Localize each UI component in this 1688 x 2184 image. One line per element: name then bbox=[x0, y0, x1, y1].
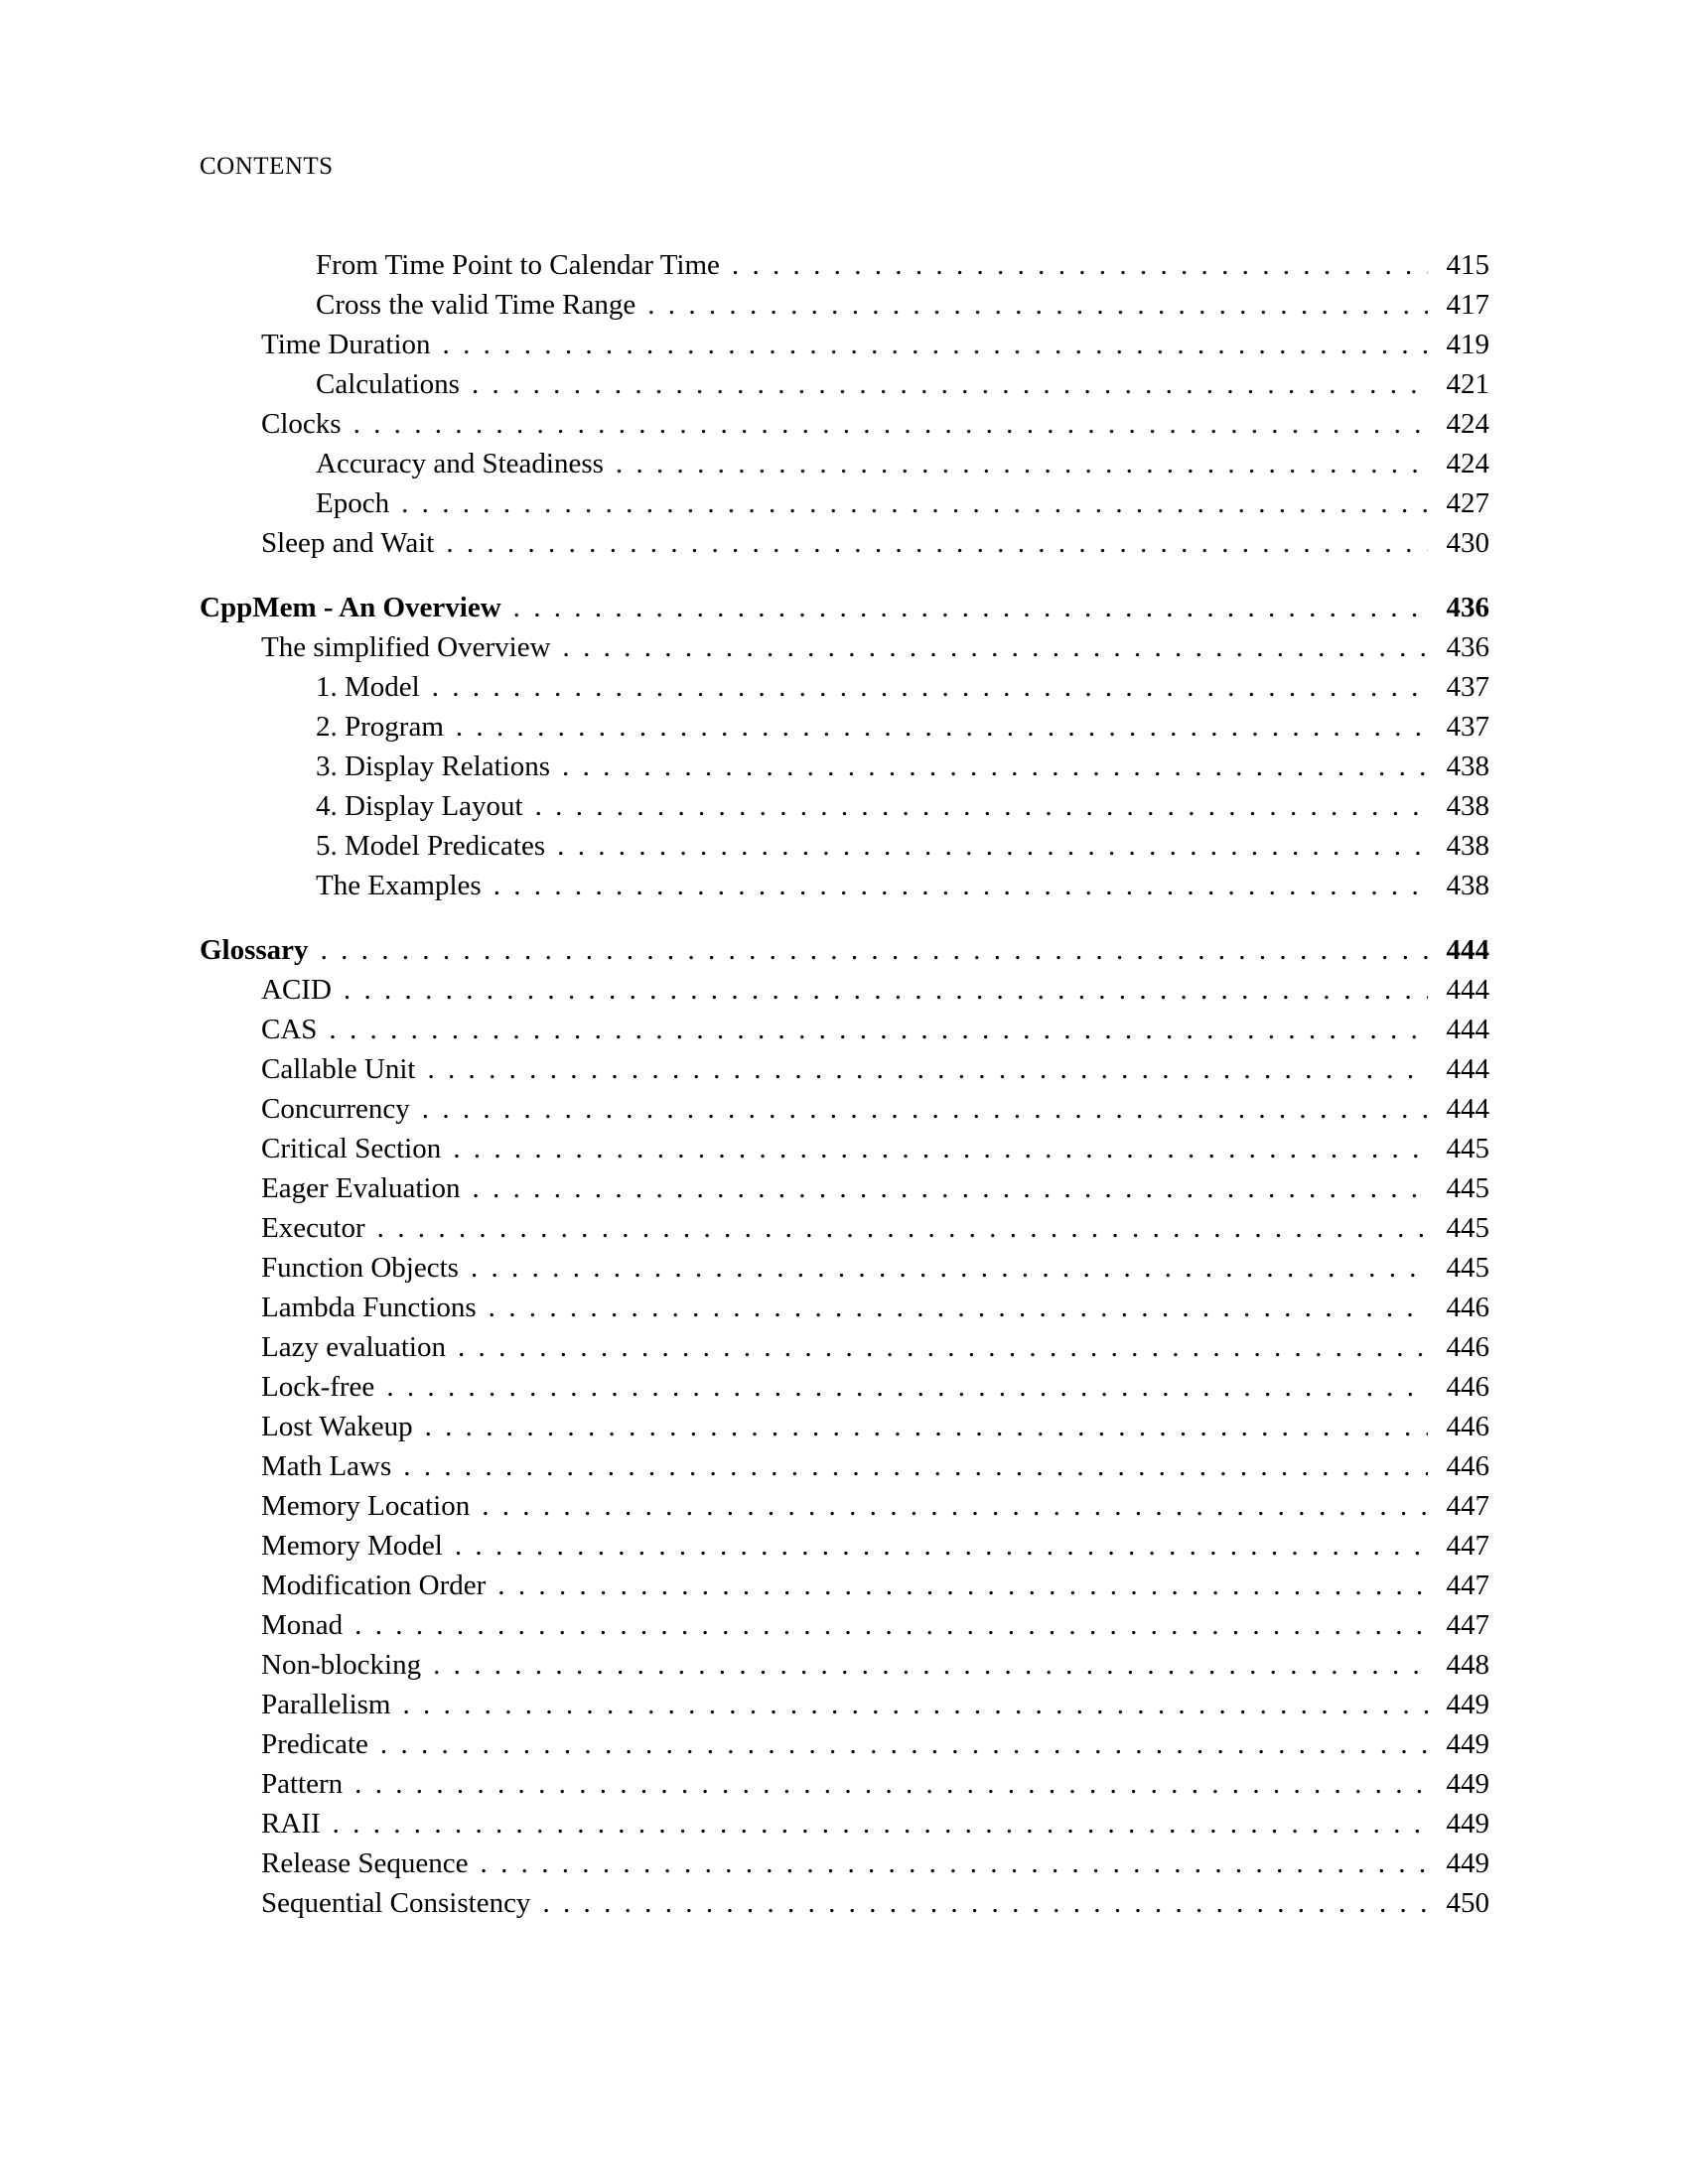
toc-entry-label: Lambda Functions bbox=[261, 1292, 477, 1323]
toc-entry-page: 417 bbox=[1446, 289, 1489, 321]
toc-entry-page: 438 bbox=[1446, 751, 1489, 782]
dot-leader bbox=[443, 325, 1428, 364]
toc-entry-page: 450 bbox=[1446, 1887, 1489, 1919]
page-title: CONTENTS bbox=[200, 153, 334, 180]
toc-entry-label: CppMem - An Overview bbox=[200, 592, 501, 623]
toc-entry-label: Time Duration bbox=[261, 329, 431, 360]
toc-entry[interactable] bbox=[200, 970, 1489, 1010]
toc-entry-page: 446 bbox=[1446, 1411, 1489, 1442]
toc-entry[interactable] bbox=[200, 444, 1489, 483]
toc-entry-label: Pattern bbox=[261, 1768, 344, 1800]
dot-leader bbox=[446, 523, 1428, 563]
toc-entry-label: 1. Model bbox=[316, 671, 420, 703]
dot-leader bbox=[542, 1883, 1428, 1923]
toc-entry[interactable] bbox=[200, 483, 1489, 523]
dot-leader bbox=[471, 1248, 1428, 1288]
toc-entry[interactable] bbox=[200, 364, 1489, 404]
toc-entry-label: Memory Model bbox=[261, 1530, 443, 1562]
toc-entry-label: Epoch bbox=[316, 487, 390, 519]
toc-entry-page: 424 bbox=[1446, 408, 1489, 440]
toc-entry-page: 430 bbox=[1446, 527, 1489, 559]
dot-leader bbox=[456, 707, 1428, 747]
toc-entry-label: Math Laws bbox=[261, 1450, 392, 1482]
toc-section bbox=[200, 588, 1489, 905]
toc-entry-page: 427 bbox=[1446, 487, 1489, 519]
toc-entry-page: 444 bbox=[1446, 974, 1489, 1006]
toc-entry-page: 446 bbox=[1446, 1331, 1489, 1363]
toc-entry-page: 446 bbox=[1446, 1450, 1489, 1482]
toc-entry-page: 438 bbox=[1446, 830, 1489, 862]
dot-leader bbox=[321, 930, 1428, 970]
toc-entry-page: 424 bbox=[1446, 448, 1489, 479]
dot-leader bbox=[647, 285, 1428, 325]
toc-entry[interactable] bbox=[200, 1804, 1489, 1843]
toc-entry[interactable] bbox=[200, 747, 1489, 786]
toc-entry-label: Memory Location bbox=[261, 1490, 471, 1522]
toc-section bbox=[200, 245, 1489, 563]
toc-entry[interactable] bbox=[200, 1089, 1489, 1129]
toc-section bbox=[200, 930, 1489, 1923]
toc-entry-page: 449 bbox=[1446, 1689, 1489, 1720]
toc-entry-page: 447 bbox=[1446, 1609, 1489, 1641]
toc-entry[interactable] bbox=[200, 523, 1489, 563]
toc-entry[interactable] bbox=[200, 930, 1489, 970]
dot-leader bbox=[455, 1526, 1428, 1566]
toc-entry[interactable] bbox=[200, 1327, 1489, 1367]
dot-leader bbox=[427, 1049, 1428, 1089]
toc-entry-page: 437 bbox=[1446, 671, 1489, 703]
toc-entry-label: Lazy evaluation bbox=[261, 1331, 446, 1363]
toc-entry-label: Calculations bbox=[316, 368, 460, 400]
toc-entry[interactable] bbox=[200, 627, 1489, 667]
toc-entry-page: 415 bbox=[1446, 249, 1489, 281]
toc-entry-page: 445 bbox=[1446, 1252, 1489, 1284]
toc-entry-label: Cross the valid Time Range bbox=[316, 289, 636, 321]
toc-entry[interactable] bbox=[200, 1129, 1489, 1168]
toc-entry-label: Non-blocking bbox=[261, 1649, 422, 1681]
dot-leader bbox=[422, 1089, 1428, 1129]
toc-entry[interactable] bbox=[200, 1407, 1489, 1446]
toc-entry-label: CAS bbox=[261, 1014, 318, 1045]
toc-entry-label: Executor bbox=[261, 1212, 365, 1244]
toc-entry[interactable] bbox=[200, 1566, 1489, 1605]
toc-entry-page: 444 bbox=[1446, 934, 1489, 966]
toc-entry-page: 447 bbox=[1446, 1570, 1489, 1601]
toc-entry-page: 445 bbox=[1446, 1133, 1489, 1164]
toc-entry-label: 2. Program bbox=[316, 711, 444, 743]
dot-leader bbox=[344, 970, 1428, 1010]
toc-entry[interactable] bbox=[200, 1288, 1489, 1327]
toc-entry[interactable] bbox=[200, 1168, 1489, 1208]
toc-entry[interactable] bbox=[200, 1526, 1489, 1566]
dot-leader bbox=[732, 245, 1428, 285]
toc-entry-label: ACID bbox=[261, 974, 332, 1006]
toc-entry-page: 438 bbox=[1446, 790, 1489, 822]
toc-entry[interactable] bbox=[200, 1049, 1489, 1089]
toc-entry[interactable] bbox=[200, 1645, 1489, 1685]
toc-entry-page: 419 bbox=[1446, 329, 1489, 360]
toc-entry-label: Clocks bbox=[261, 408, 342, 440]
dot-leader bbox=[489, 1288, 1428, 1327]
dot-leader bbox=[481, 1843, 1428, 1883]
dot-leader bbox=[333, 1804, 1428, 1843]
dot-leader bbox=[402, 1685, 1428, 1724]
toc-entry-label: Sleep and Wait bbox=[261, 527, 435, 559]
toc-entry-label: 3. Display Relations bbox=[316, 751, 551, 782]
toc-entry-label: RAII bbox=[261, 1808, 321, 1840]
toc-entry-page: 438 bbox=[1446, 870, 1489, 901]
toc-entry-page: 445 bbox=[1446, 1172, 1489, 1204]
toc-entry-page: 444 bbox=[1446, 1093, 1489, 1125]
toc-entry-page: 445 bbox=[1446, 1212, 1489, 1244]
dot-leader bbox=[616, 444, 1428, 483]
toc-entry[interactable] bbox=[200, 1446, 1489, 1486]
toc-entry-page: 436 bbox=[1446, 631, 1489, 663]
dot-leader bbox=[535, 786, 1428, 826]
dot-leader bbox=[563, 627, 1428, 667]
toc-entry-page: 446 bbox=[1446, 1371, 1489, 1403]
dot-leader bbox=[482, 1486, 1428, 1526]
dot-leader bbox=[562, 747, 1428, 786]
toc-entry[interactable] bbox=[200, 325, 1489, 364]
toc-entry[interactable] bbox=[200, 1685, 1489, 1724]
toc-entry-label: Critical Section bbox=[261, 1133, 442, 1164]
toc-entry[interactable] bbox=[200, 1724, 1489, 1764]
dot-leader bbox=[354, 1605, 1428, 1645]
dot-leader bbox=[354, 1764, 1428, 1804]
dot-leader bbox=[386, 1367, 1428, 1407]
toc-entry-label: Accuracy and Steadiness bbox=[316, 448, 604, 479]
toc-entry[interactable] bbox=[200, 404, 1489, 444]
toc-entry-label: Predicate bbox=[261, 1728, 368, 1760]
toc-entry-label: 4. Display Layout bbox=[316, 790, 523, 822]
dot-leader bbox=[458, 1327, 1428, 1367]
toc-entry[interactable] bbox=[200, 1367, 1489, 1407]
toc-entry-page: 447 bbox=[1446, 1530, 1489, 1562]
dot-leader bbox=[380, 1724, 1428, 1764]
dot-leader bbox=[497, 1566, 1428, 1605]
dot-leader bbox=[432, 667, 1428, 707]
dot-leader bbox=[425, 1407, 1428, 1446]
toc-entry-page: 444 bbox=[1446, 1014, 1489, 1045]
toc-entry[interactable] bbox=[200, 285, 1489, 325]
toc-entry[interactable] bbox=[200, 1764, 1489, 1804]
toc-entry[interactable] bbox=[200, 667, 1489, 707]
toc-entry-page: 437 bbox=[1446, 711, 1489, 743]
toc-entry-page: 448 bbox=[1446, 1649, 1489, 1681]
toc-entry-label: Callable Unit bbox=[261, 1053, 416, 1085]
dot-leader bbox=[401, 483, 1428, 523]
toc-entry-label: Glossary bbox=[200, 934, 309, 966]
dot-leader bbox=[453, 1129, 1428, 1168]
toc-entry[interactable] bbox=[200, 1605, 1489, 1645]
dot-leader bbox=[377, 1208, 1428, 1248]
toc-entry[interactable] bbox=[200, 1883, 1489, 1923]
toc-entry[interactable] bbox=[200, 826, 1489, 866]
toc-entry-label: Lock-free bbox=[261, 1371, 375, 1403]
dot-leader bbox=[329, 1010, 1428, 1049]
toc-entry-label: Sequential Consistency bbox=[261, 1887, 531, 1919]
toc-entry-label: Monad bbox=[261, 1609, 344, 1641]
toc-entry-page: 444 bbox=[1446, 1053, 1489, 1085]
toc-entry[interactable] bbox=[200, 707, 1489, 747]
dot-leader bbox=[472, 364, 1428, 404]
toc-entry[interactable] bbox=[200, 1486, 1489, 1526]
toc-entry-label: Eager Evaluation bbox=[261, 1172, 461, 1204]
toc-entry-label: 5. Model Predicates bbox=[316, 830, 546, 862]
toc-entry-label: Release Sequence bbox=[261, 1847, 469, 1879]
toc-entry-label: Function Objects bbox=[261, 1252, 459, 1284]
toc-entry[interactable] bbox=[200, 1843, 1489, 1883]
toc-entry-label: From Time Point to Calendar Time bbox=[316, 249, 720, 281]
toc-entry-label: Concurrency bbox=[261, 1093, 410, 1125]
toc-entry-page: 447 bbox=[1446, 1490, 1489, 1522]
toc-entry-page: 449 bbox=[1446, 1847, 1489, 1879]
dot-leader bbox=[403, 1446, 1428, 1486]
dot-leader bbox=[513, 588, 1428, 627]
toc-entry-label: The Examples bbox=[316, 870, 482, 901]
dot-leader bbox=[493, 866, 1428, 905]
toc-entry[interactable] bbox=[200, 786, 1489, 826]
toc-entry[interactable] bbox=[200, 1010, 1489, 1049]
toc-entry[interactable] bbox=[200, 1248, 1489, 1288]
dot-leader bbox=[353, 404, 1428, 444]
toc-entry-page: 436 bbox=[1446, 592, 1489, 623]
dot-leader bbox=[473, 1168, 1429, 1208]
toc-entry-page: 449 bbox=[1446, 1728, 1489, 1760]
toc-entry-page: 446 bbox=[1446, 1292, 1489, 1323]
toc-entry-label: Lost Wakeup bbox=[261, 1411, 413, 1442]
toc-entry[interactable] bbox=[200, 1208, 1489, 1248]
toc-entry-page: 449 bbox=[1446, 1768, 1489, 1800]
toc-entry-page: 449 bbox=[1446, 1808, 1489, 1840]
toc-entry-page: 421 bbox=[1446, 368, 1489, 400]
toc bbox=[200, 245, 1489, 1923]
toc-entry[interactable] bbox=[200, 866, 1489, 905]
dot-leader bbox=[557, 826, 1428, 866]
toc-entry-label: The simplified Overview bbox=[261, 631, 551, 663]
toc-entry[interactable] bbox=[200, 588, 1489, 627]
toc-entry-label: Modification Order bbox=[261, 1570, 487, 1601]
dot-leader bbox=[433, 1645, 1428, 1685]
toc-entry[interactable] bbox=[200, 245, 1489, 285]
toc-entry-label: Parallelism bbox=[261, 1689, 391, 1720]
